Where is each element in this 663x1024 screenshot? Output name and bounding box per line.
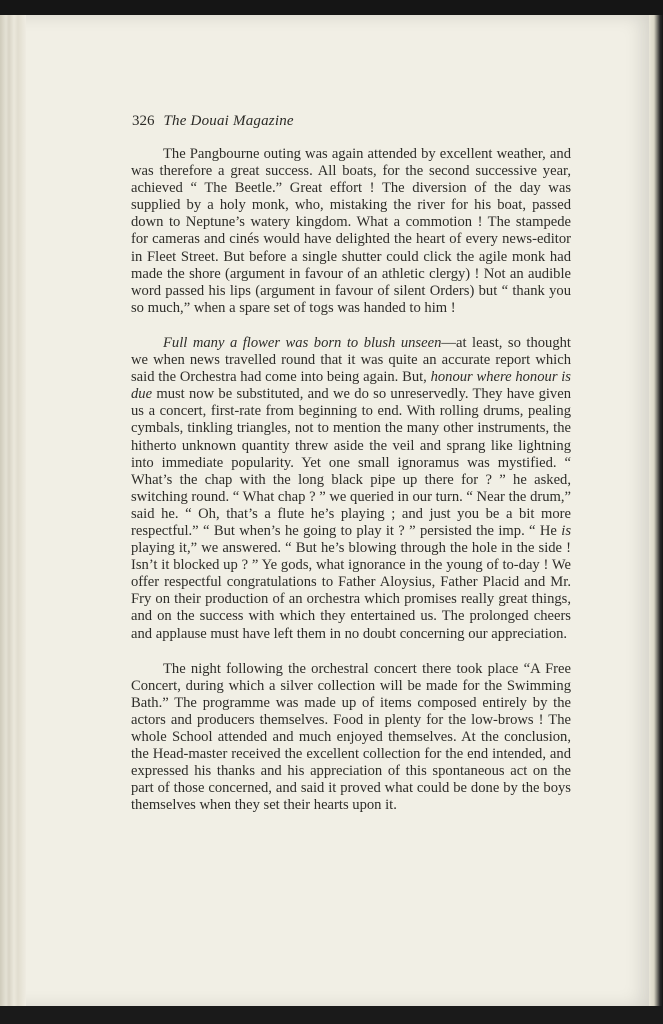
body-text [131, 146, 571, 814]
paragraph-free-concert: The night following the orchestral concert there took place “A Free Concert, during which a silver collection will be made for the Swimming Bath.” The programme was made up of items composed entirely by the actors and producers themselves. Food in plenty for the low-brows ! The whole School attended and much enjoyed themselves. At the conclusion, the Head-master received the excellent collection for the end intended, and expressed his thanks and his appreciation of this spontaneous act on the part of those concerned, and said it proved what could be done by the boys themselves when they set their hearts upon it. [131, 660, 571, 814]
paragraph-text: must now be substituted, and we do so unreservedly. They have given us a concert, first-rate from beginning to end. With rolling drums, pealing cymbals, tinkling triangles, not to mention the many other instruments, the hitherto unknown quantity threw aside the veil and sprang like lightning into immediate popularity. Yet one small ignoramus was mystified. “ What’s the chap with the long black pipe up there for ? ” he asked, switching round. “ What chap ? ” we queried in our turn. “ Near the drum,” said he. “ Oh, that’s a flute he’s playing ; and just you be a bit more respectful.” “ But when’s he going to play it ? ” persisted the imp. “ He [131, 386, 571, 539]
running-header [132, 113, 294, 130]
paragraph-pangbourne-outing: The Pangbourne outing was again attended by excellent weather, and was therefore a great success. All boats, for the second successive year, achieved “ The Beetle.” Great effort ! The diversion of the day was supplied by a holy monk, who, mistaking the river for his boat, passed down to Neptune’s watery kingdom. What a commotion ! The stampede for cameras and cinés would have delighted the heart of every news-editor in Fleet Street. But before a single shutter could click the agile monk had made the shore (argument in favour of an athletic clergy) ! Not an audible word passed his lips (argument in favour of silent Orders) but “ thank you so much,” when a spare set of togs was handed to him ! [131, 146, 571, 316]
journal-title: The Douai Magazine [163, 113, 294, 129]
italic-phrase: honour where honour is due [131, 369, 571, 403]
page-edge [649, 15, 663, 1007]
paragraph-text: playing it,” we answered. “ But he’s blowing through the hole in the side ! Isn’t it blocked up ? ” Ye gods, what ignorance in the young of to-day ! We offer respectful congratulations to Father Aloysius, Father Placid and Mr. Fry on their production of an orchestra which promises really great things, and on the success with which they entertained us. The prolonged cheers and applause must have left them in no doubt concerning our appreciation. [131, 540, 571, 642]
paragraph-orchestra [131, 335, 571, 643]
paragraph-gap [131, 317, 571, 335]
paragraph-text: —at least, so thought we when news travelled round that it was quite an accurate report which said the Orchestra had come into being again. But, [131, 334, 571, 386]
scan-border [0, 1006, 663, 1024]
italic-word: is [561, 522, 571, 539]
italic-quotation: Full many a flower was born to blush unseen [163, 334, 442, 351]
page-number: 326 [132, 113, 155, 129]
paragraph-gap [131, 643, 571, 661]
page-gutter [0, 15, 26, 1007]
